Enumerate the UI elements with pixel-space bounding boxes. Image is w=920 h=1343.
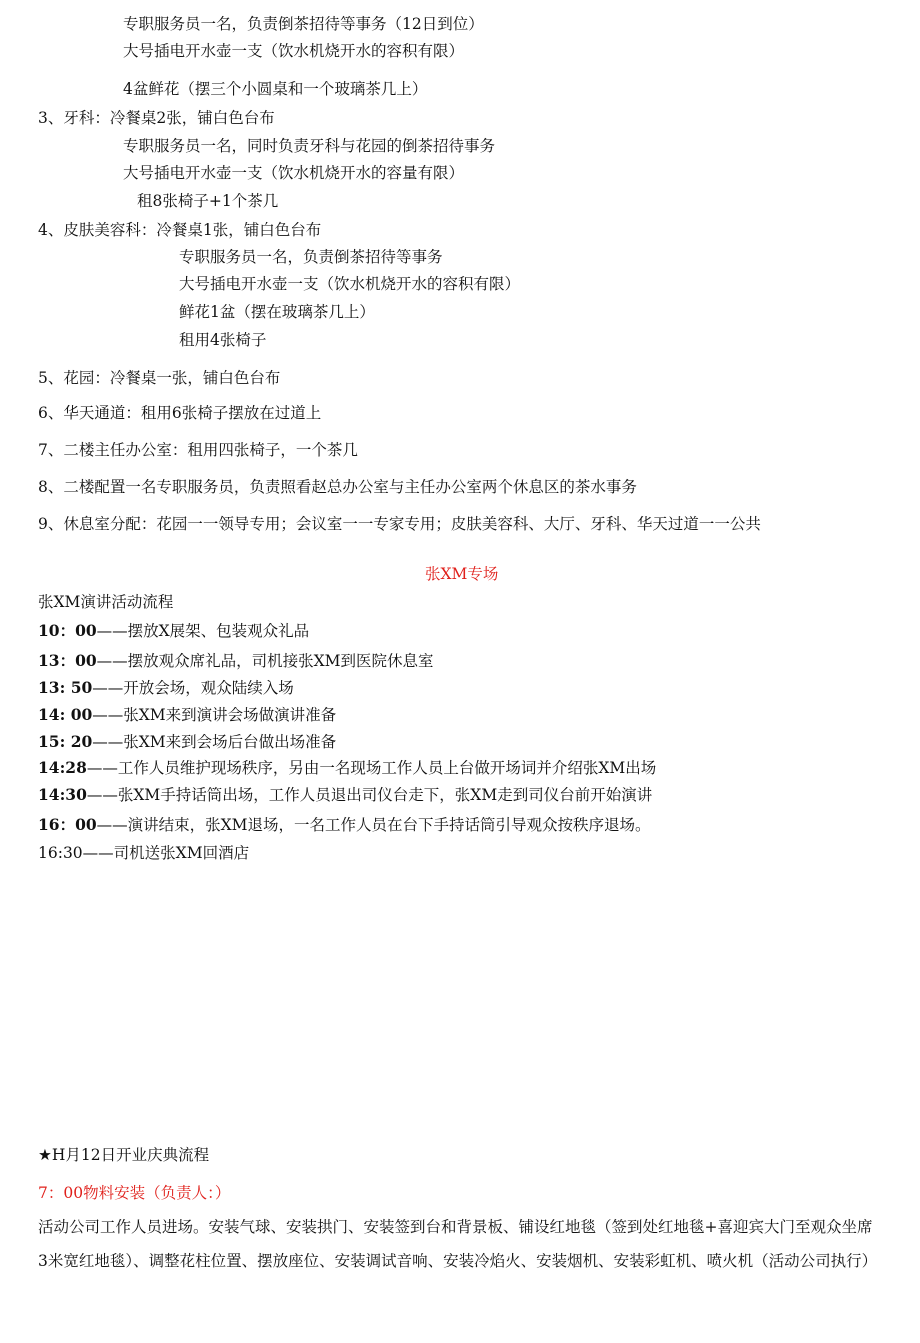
schedule-row [38,651,434,671]
schedule-row [38,732,336,752]
schedule-row [38,678,294,698]
schedule-time: 15: 20 [38,732,93,751]
schedule-time: 16：00 [38,815,97,834]
special-session-title: 张XM专场 [425,565,499,583]
schedule-text: ——开放会场，观众陆续入场 [92,679,294,697]
schedule-row [38,815,651,835]
ceremony-title: ★H月12日开业庆典流程 [38,1146,210,1164]
list-item: 鲜花1盆（摆在玻璃茶几上） [179,303,375,321]
schedule-time: 13: 50 [38,678,93,697]
list-item: 6、华天通道：租用6张椅子摆放在过道上 [38,404,322,422]
schedule-time: 13：00 [38,651,97,670]
schedule-time: 10：00 [38,621,97,640]
schedule-text: ——司机送张XM回酒店 [82,844,250,862]
schedule-text: ——张XM来到演讲会场做演讲准备 [92,706,337,724]
schedule-text: ——演讲结束，张XM退场，一名工作人员在台下手持话筒引导观众按秩序退场。 [96,816,651,834]
schedule-text: ——张XM手持话筒出场，工作人员退出司仪台走下，张XM走到司仪台前开始演讲 [86,786,653,804]
list-item: 5、花园：冷餐桌一张，铺白色台布 [38,369,281,387]
list-item: 大号插电开水壶一支（饮水机烧开水的容积有限） [179,275,521,293]
list-item: 专职服务员一名，负责倒茶招待等事务（12日到位） [123,15,484,33]
schedule-row [38,705,336,725]
list-item: 8、二楼配置一名专职服务员，负责照看赵总办公室与主任办公室两个休息区的茶水事务 [38,478,637,496]
schedule-time: 14:28 [38,758,87,777]
list-item: 7、二楼主任办公室：租用四张椅子，一个茶几 [38,441,358,459]
list-item: 专职服务员一名，负责倒茶招待等事务 [179,248,443,266]
list-item: 4、皮肤美容科：冷餐桌1张，铺白色台布 [38,221,322,239]
list-item: 租用4张椅子 [179,331,267,349]
schedule-time: 14:30 [38,785,87,804]
schedule-text: ——张XM来到会场后台做出场准备 [92,733,337,751]
list-item: 大号插电开水壶一支（饮水机烧开水的容积有限） [123,42,465,60]
schedule-row [38,785,652,805]
schedule-text: ——工作人员维护现场秩序，另由一名现场工作人员上台做开场词并介绍张XM出场 [86,759,657,777]
schedule-text: ——摆放X展架、包装观众礼品 [96,622,310,640]
schedule-time: 16:30 [38,844,83,862]
schedule-text: ——摆放观众席礼品，司机接张XM到医院休息室 [96,652,434,670]
list-item: 3、牙科：冷餐桌2张，铺白色台布 [38,109,275,127]
list-item: 专职服务员一名，同时负责牙科与花园的倒茶招待事务 [123,137,496,155]
schedule-row [38,758,656,778]
schedule-row [38,621,309,641]
ceremony-paragraph: 活动公司工作人员进场。安装气球、安装拱门、安装签到台和背景板、铺设红地毯（签到处红地毯+喜迎宾大门至观众坐席3米宽红地毯）、调整花柱位置、摆放座位、安装调试音响、安装冷焰火、安装烟机、安装彩虹机、喷火机（活动公司执行） [38,1218,878,1270]
schedule-time: 14: 00 [38,705,93,724]
flow-title: 张XM演讲活动流程 [38,593,174,611]
schedule-row [38,843,249,863]
list-item: 租8张椅子+1个茶几 [137,192,279,210]
list-item: 大号插电开水壶一支（饮水机烧开水的容量有限） [123,164,465,182]
list-item: 9、休息室分配：花园一一领导专用；会议室一一专家专用；皮肤美容科、大厅、牙科、华天过道一一公共 [38,515,761,533]
material-heading: 7：00物料安装（负责人：） [38,1184,231,1202]
list-item: 4盆鲜花（摆三个小圆桌和一个玻璃茶几上） [123,80,428,98]
